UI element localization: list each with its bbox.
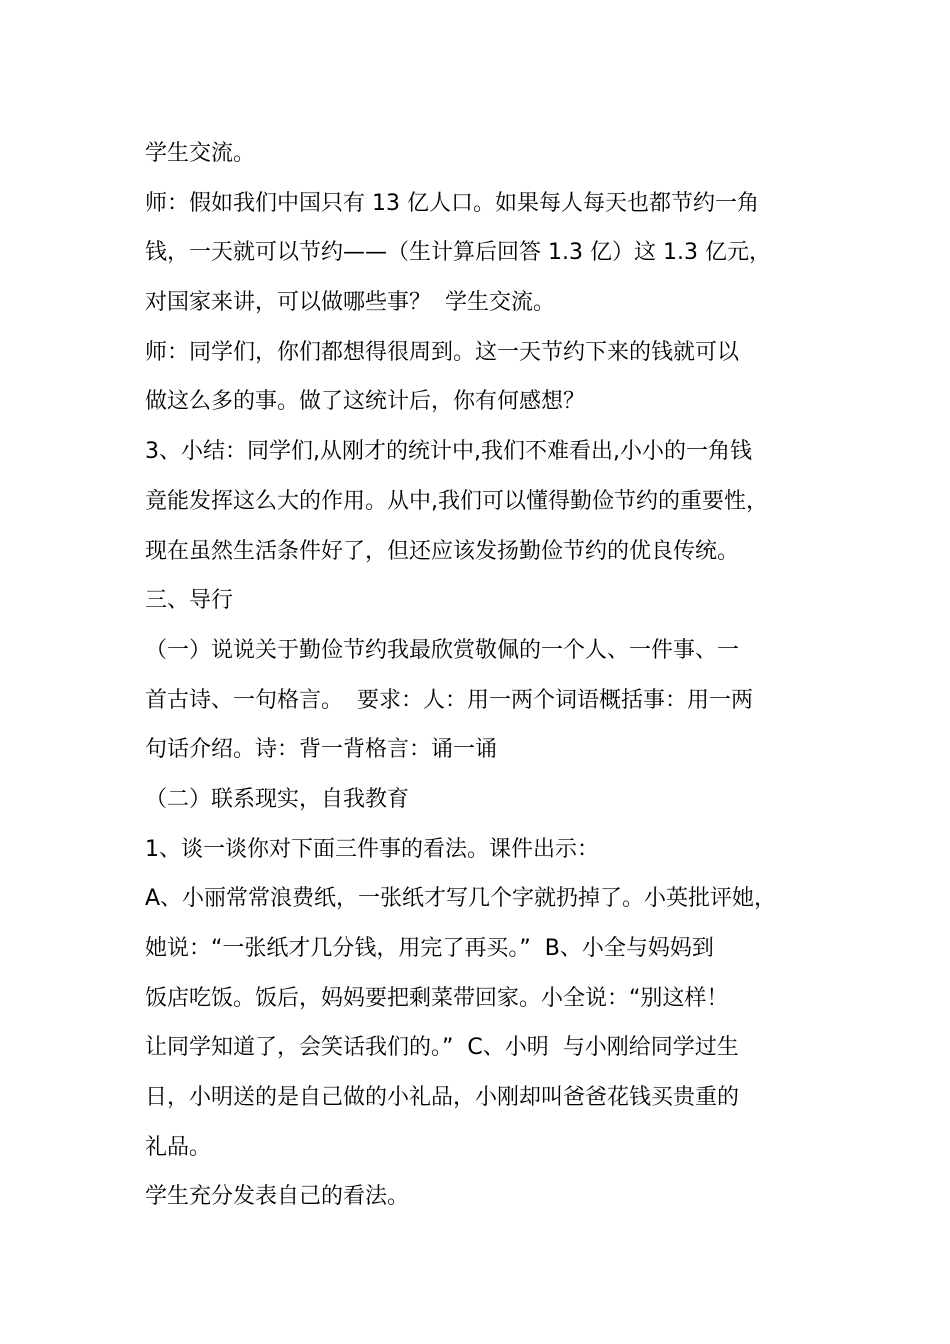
text-line: 对国家来讲，可以做哪些事？ 学生交流。 — [145, 290, 555, 316]
text-line: 1、谈一谈你对下面三件事的看法。课件出示： — [145, 836, 599, 862]
text-line: 句话介绍。诗：背一背格言：诵一诵 — [145, 737, 498, 763]
text-line: 她说：“一张纸才几分钱，用完了再买。” B、小全与妈妈到 — [145, 936, 714, 961]
text-line: 现在虽然生活条件好了，但还应该发扬勤俭节约的优良传统。 — [145, 538, 740, 564]
text-line: 礼品。 — [145, 1134, 212, 1160]
subsection-heading: （二）联系现实，自我教育 — [145, 786, 410, 812]
body-text — [145, 129, 835, 1222]
section-heading: 三、导行 — [145, 588, 234, 614]
text-line: 钱，一天就可以节约——（生计算后回答 1.3 亿）这 1.3 亿元， — [145, 240, 771, 266]
text-line: 饭店吃饭。饭后，妈妈要把剩菜带回家。小全说：“别这样！ — [145, 985, 729, 1011]
text-line: 首古诗、一句格言。 要求：人：用一两个词语概括事：用一两 — [145, 687, 753, 713]
text-line: 做这么多的事。做了这统计后，你有何感想？ — [145, 389, 586, 415]
text-line: 师：假如我们中国只有 13 亿人口。如果每人每天也都节约一角 — [145, 190, 759, 216]
text-line: 日，小明送的是自己做的小礼品，小刚却叫爸爸花钱买贵重的 — [145, 1085, 740, 1111]
text-line: 学生充分发表自己的看法。 — [145, 1184, 410, 1210]
text-line: （一）说说关于勤俭节约我最欣赏敬佩的一个人、一件事、一 — [145, 637, 740, 663]
text-line: 竟能发挥这么大的作用。从中,我们可以懂得勤俭节约的重要性， — [145, 488, 768, 514]
text-line: 师：同学们，你们都想得很周到。这一天节约下来的钱就可以 — [145, 339, 740, 365]
text-line: A、小丽常常浪费纸，一张纸才写几个字就扔掉了。小英批评她， — [145, 886, 777, 912]
text-line: 学生交流。 — [145, 141, 256, 166]
text-line: 3、小结：同学们,从刚才的统计中,我们不难看出,小小的一角钱 — [145, 439, 752, 465]
text-line: 让同学知道了，会笑话我们的。” C、小明 与小刚给同学过生 — [145, 1035, 739, 1061]
